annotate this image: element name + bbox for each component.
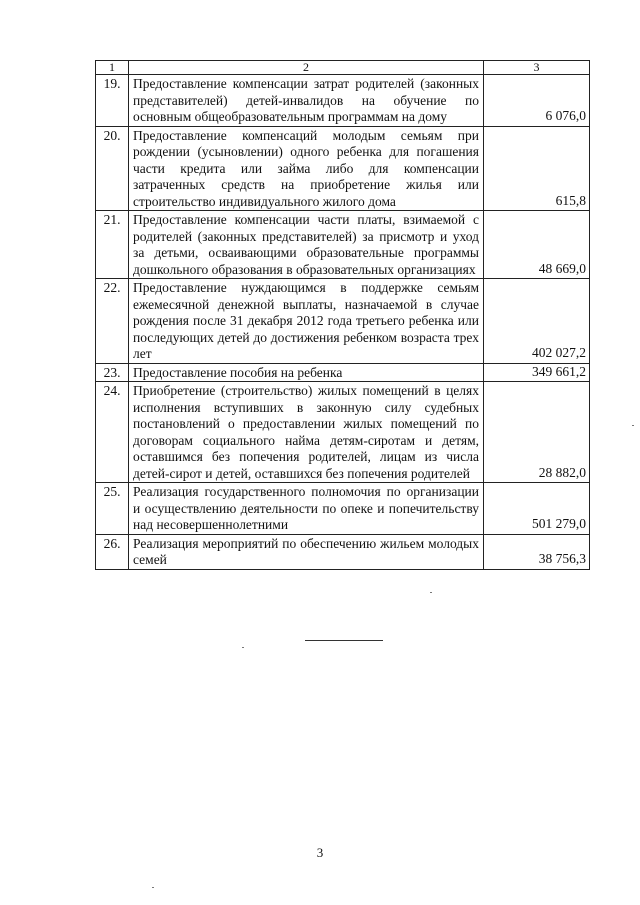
table-row <box>96 483 590 535</box>
row-amount: 6 076,0 <box>484 75 590 127</box>
table-row <box>96 126 590 211</box>
row-amount: 402 027,2 <box>484 279 590 364</box>
table-row <box>96 363 590 382</box>
table-row <box>96 211 590 279</box>
row-description: Реализация государственного полномочия по организации и осуществлению деятельности по опеке и попечительству над несовершеннолетними <box>129 483 484 535</box>
row-number: 19. <box>96 75 129 127</box>
row-amount: 48 669,0 <box>484 211 590 279</box>
row-number: 22. <box>96 279 129 364</box>
table-row <box>96 534 590 569</box>
row-amount: 28 882,0 <box>484 382 590 483</box>
scan-speck <box>632 425 634 426</box>
scan-speck <box>430 592 432 593</box>
budget-table <box>95 60 590 570</box>
row-description: Предоставление компенсаций молодым семьям при рождении (усыновлении) одного ребенка для погашения части кредита или займа либо для компенсации затраченных средств на приобретение жилья или строительство индивидуального жилого дома <box>129 126 484 211</box>
scan-speck <box>152 887 154 888</box>
header-col-2: 2 <box>129 61 484 75</box>
row-number: 23. <box>96 363 129 382</box>
header-col-3: 3 <box>484 61 590 75</box>
row-description: Предоставление нуждающимся в поддержке семьям ежемесячной денежной выплаты, назначаемой в случае рождения после 31 декабря 2012 года третьего ребенка или последующих детей до достижения ребенком возраста трех лет <box>129 279 484 364</box>
table-row <box>96 75 590 127</box>
separator-line <box>305 640 383 641</box>
row-number: 20. <box>96 126 129 211</box>
row-description: Предоставление компенсации части платы, взимаемой с родителей (законных представителей) за присмотр и уход за детьми, осваивающими образовательные программы дошкольного образования в образовательных организациях <box>129 211 484 279</box>
row-description: Предоставление пособия на ребенка <box>129 363 484 382</box>
row-number: 24. <box>96 382 129 483</box>
page-number: 3 <box>316 845 324 860</box>
row-number: 25. <box>96 483 129 535</box>
row-amount: 615,8 <box>484 126 590 211</box>
row-amount: 501 279,0 <box>484 483 590 535</box>
table-row <box>96 279 590 364</box>
scan-speck <box>242 647 244 648</box>
row-number: 26. <box>96 534 129 569</box>
header-col-1: 1 <box>96 61 129 75</box>
table-row <box>96 382 590 483</box>
table-header-row <box>96 61 590 75</box>
row-description: Приобретение (строительство) жилых помещений в целях исполнения вступивших в законную силу судебных постановлений о предоставлении жилых помещений по договорам социального найма детям-сиротам и детям, оставшимся без попечения родителей, лицам из числа детей-сирот и детей, оставшихся без попечения родителей <box>129 382 484 483</box>
row-description: Реализация мероприятий по обеспечению жильем молодых семей <box>129 534 484 569</box>
row-number: 21. <box>96 211 129 279</box>
row-amount: 349 661,2 <box>484 363 590 382</box>
row-amount: 38 756,3 <box>484 534 590 569</box>
row-description: Предоставление компенсации затрат родителей (законных представителей) детей-инвалидов на обучение по основным общеобразовательным программам на дому <box>129 75 484 127</box>
